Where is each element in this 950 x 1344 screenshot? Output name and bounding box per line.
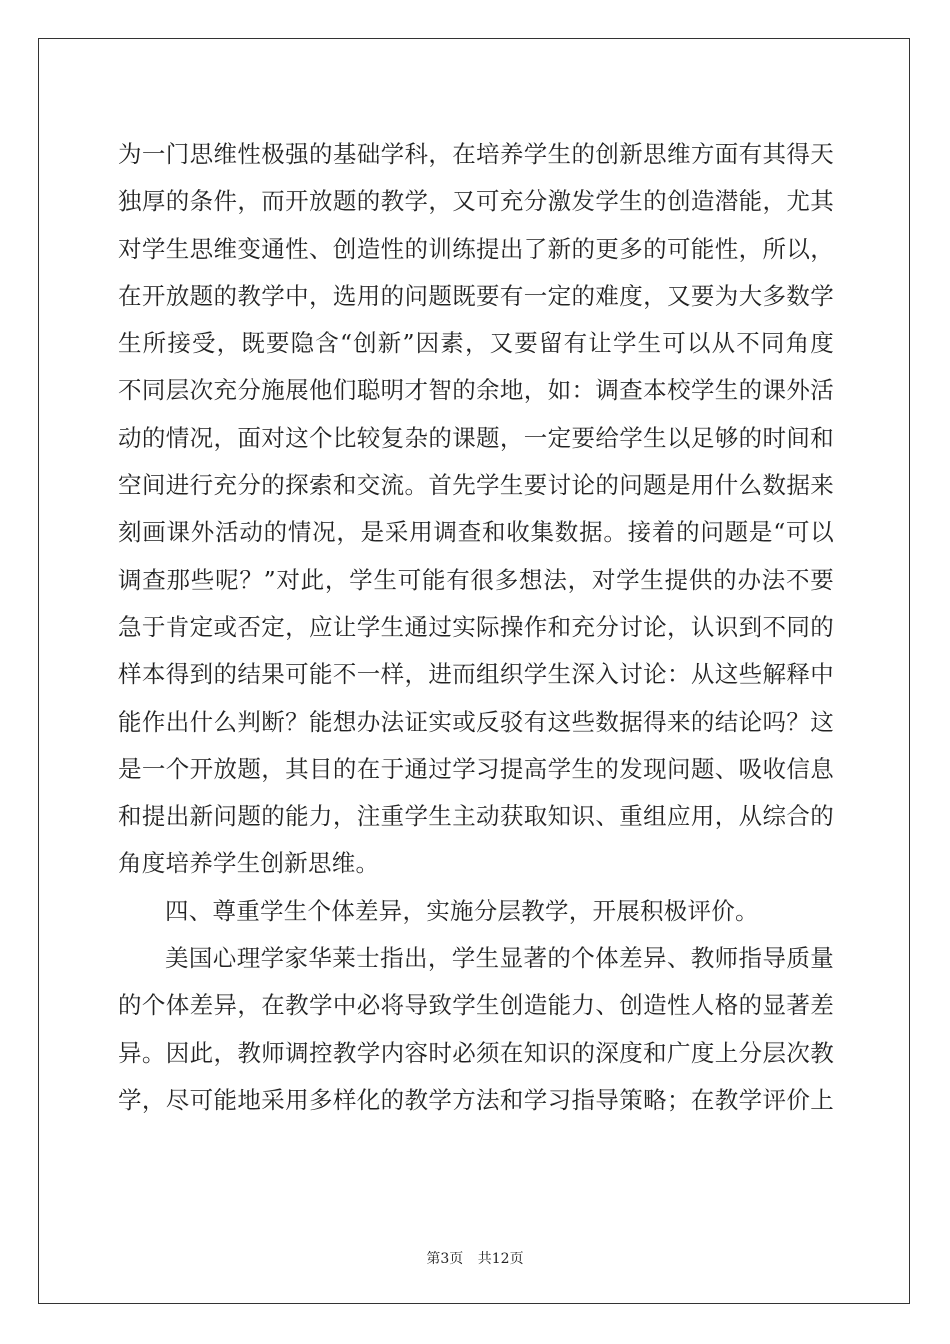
page-footer [0,1248,950,1268]
body-line: 样本得到的结果可能不一样，进而组织学生深入讨论：从这些解释中 [118,660,834,689]
body-line: 对学生思维变通性、创造性的训练提出了新的更多的可能性，所以， [118,234,834,263]
body-line: 是一个开放题，其目的在于通过学习提高学生的发现问题、吸收信息 [118,754,834,783]
body-line: 刻画课外活动的情况，是采用调查和收集数据。接着的问题是“可以 [118,518,834,547]
body-line: 美国心理学家华莱士指出，学生显著的个体差异、教师指导质量 [165,944,834,973]
body-line: 为一门思维性极强的基础学科，在培养学生的创新思维方面有其得天 [118,140,834,168]
body-line: 的个体差异，在教学中必将导致学生创造能力、创造性人格的显著差 [118,991,834,1020]
section-heading: 四、尊重学生个体差异，实施分层教学，开展积极评价。 [165,896,759,925]
body-line: 学，尽可能地采用多样化的教学方法和学习指导策略；在教学评价上 [118,1085,834,1114]
document-body [118,131,834,1124]
body-line: 异。因此，教师调控教学内容时必须在知识的深度和广度上分层次教 [118,1038,834,1067]
page-number: 第3页 [426,1251,464,1267]
body-line: 动的情况，面对这个比较复杂的课题，一定要给学生以足够的时间和 [118,423,834,452]
body-line: 急于肯定或否定，应让学生通过实际操作和充分讨论，认识到不同的 [118,612,834,641]
body-line: 不同层次充分施展他们聪明才智的余地，如：调查本校学生的课外活 [118,376,834,405]
body-line: 空间进行充分的探索和交流。首先学生要讨论的问题是用什么数据来 [118,471,834,500]
body-line: 生所接受，既要隐含“创新”因素，又要留有让学生可以从不同角度 [118,329,834,358]
body-line: 在开放题的教学中，选用的问题既要有一定的难度，又要为大多数学 [118,281,834,310]
body-line: 独厚的条件，而开放题的教学，又可充分激发学生的创造潜能，尤其 [118,187,834,216]
body-line: 调查那些呢？”对此，学生可能有很多想法，对学生提供的办法不要 [118,565,834,594]
body-line: 能作出什么判断？能想办法证实或反驳有这些数据得来的结论吗？这 [118,707,834,736]
body-line: 和提出新问题的能力，注重学生主动获取知识、重组应用，从综合的 [118,802,834,831]
body-line: 角度培养学生创新思维。 [118,849,380,878]
page-total: 共12页 [477,1251,524,1267]
